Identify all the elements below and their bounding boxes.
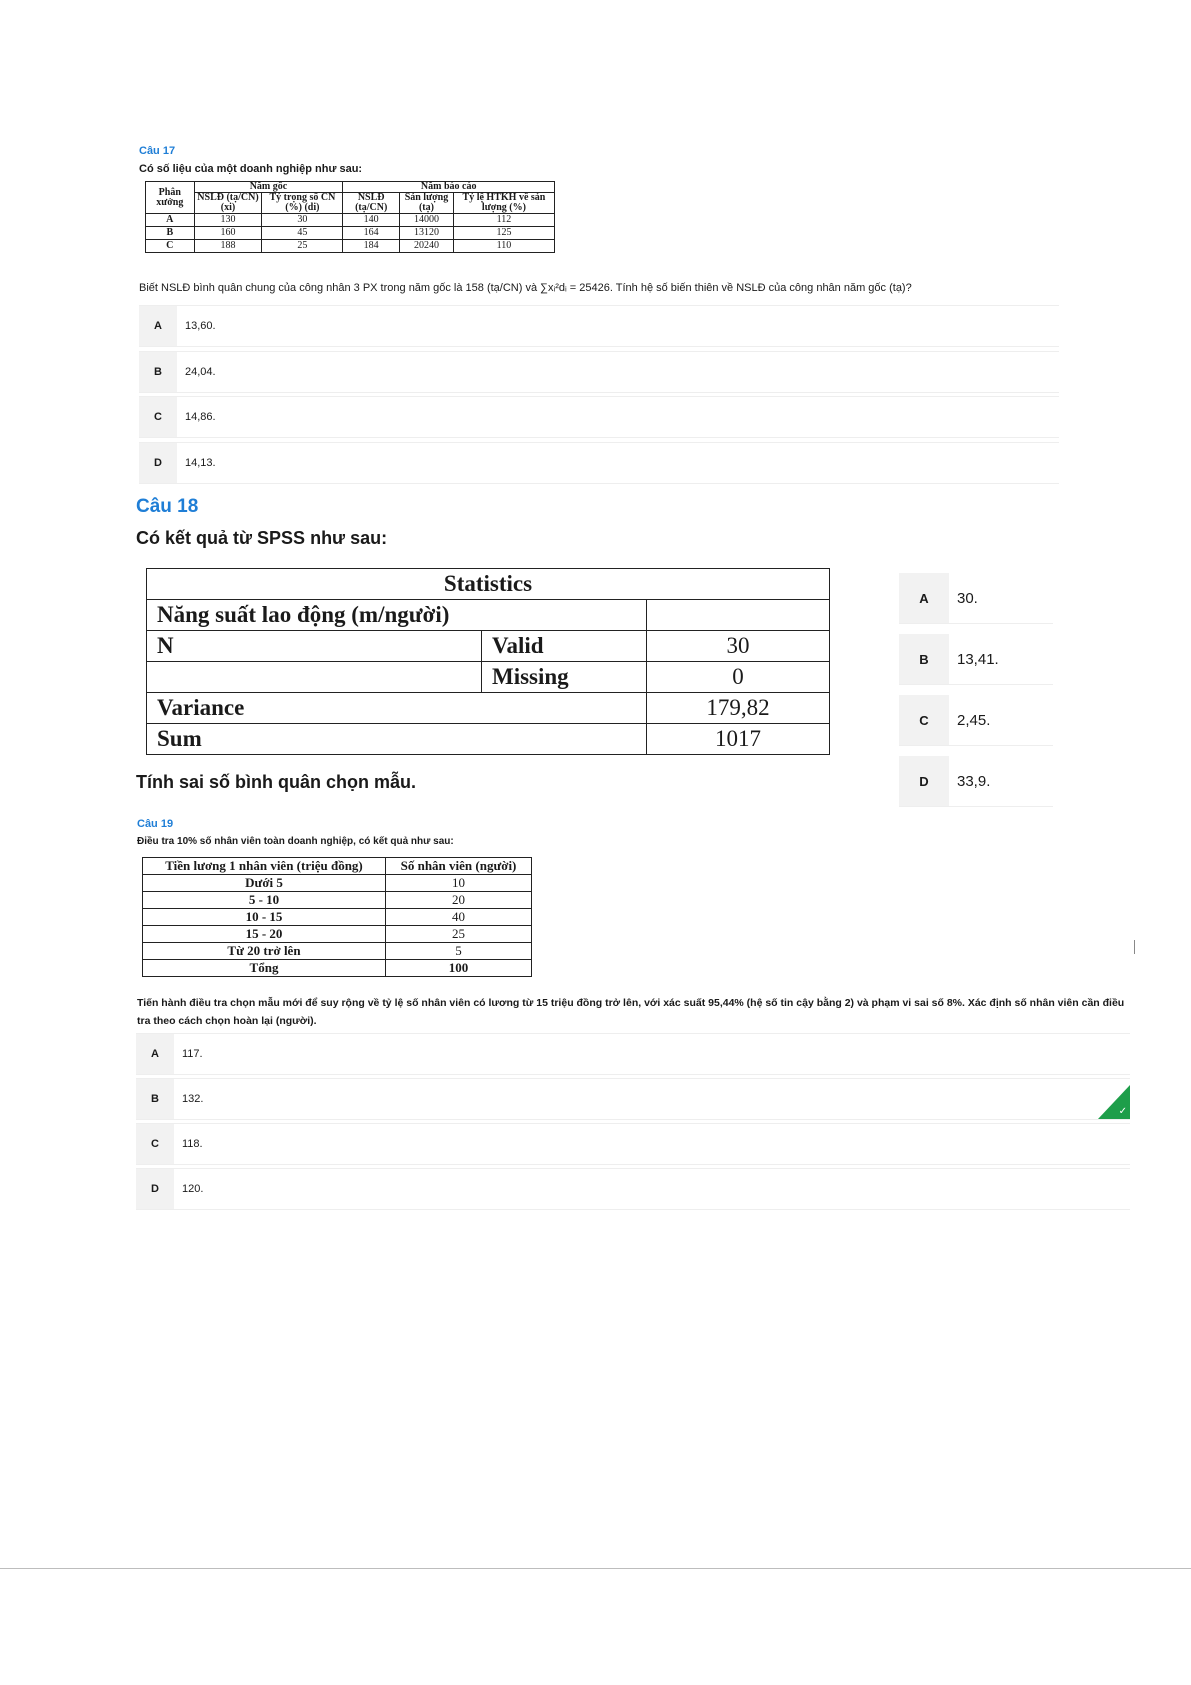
table-row: A 130 30 140 14000 112 (146, 214, 555, 227)
check-icon: ✓ (1118, 1106, 1127, 1117)
q19-question: Tiến hành điều tra chọn mẫu mới để suy rộng về tỷ lệ số nhân viên có lương từ 15 triệu đồng trở lên, với xác suất 95,44% (hệ số tin cậy bằng 2) và phạm vi sai số 8%. Xác định số nhân viên cần điều tra theo cách chọn hoàn lại (người). (137, 997, 1125, 1027)
q17-h-plan: Tỷ lệ HTKH về sản lượng (%) (453, 193, 554, 214)
table-row: B 160 45 164 13120 125 (146, 227, 555, 240)
q17-h-nsld-report: NSLĐ (tạ/CN) (343, 193, 400, 214)
spss-missing-label: Missing (482, 662, 647, 693)
option-value: 132. (182, 1093, 204, 1105)
q18-option-a[interactable] (899, 573, 1053, 624)
q18-intro: Có kết quả từ SPSS như sau: (136, 528, 388, 548)
q17-question: Biết NSLĐ bình quân chung của công nhân 3 PX trong năm gốc là 158 (tạ/CN) và ∑xᵢ²dᵢ = 25426. Tính hệ số biến thiên về NSLĐ của công nhân năm gốc (tạ)? (139, 282, 912, 294)
table-row: 10 - 15 40 (143, 909, 532, 926)
option-letter: D (136, 1169, 174, 1209)
option-value: 14,13. (185, 457, 216, 469)
q18-title: Câu 18 (136, 496, 199, 517)
option-value: 13,41. (957, 650, 999, 668)
q19-h-count: Số nhân viên (người) (386, 858, 532, 875)
table-row: C 188 25 184 20240 110 (146, 240, 555, 253)
option-value: 30. (957, 589, 978, 607)
q17-table (145, 181, 555, 253)
q17-h-year-report: Năm báo cáo (343, 182, 555, 193)
q18-question: Tính sai số bình quân chọn mẫu. (136, 772, 417, 792)
option-value: 117. (182, 1048, 203, 1060)
option-value: 14,86. (185, 411, 216, 423)
q18-spss-table (146, 568, 830, 755)
q18-option-d[interactable] (899, 756, 1053, 807)
q19-table (142, 857, 532, 977)
q19-option-a[interactable] (136, 1033, 1130, 1075)
spss-valid-label: Valid (482, 631, 647, 662)
spss-var-label: Năng suất lao động (m/người) (147, 600, 647, 631)
option-letter: A (899, 573, 949, 623)
q19-option-d[interactable] (136, 1168, 1130, 1210)
option-letter: B (139, 352, 177, 392)
table-row: Tổng 100 (143, 960, 532, 977)
spss-valid-value: 30 (647, 631, 830, 662)
option-value: 24,04. (185, 366, 216, 378)
q18-option-c[interactable] (899, 695, 1053, 746)
option-letter: D (139, 443, 177, 483)
option-value: 33,9. (957, 772, 991, 790)
q18-option-b[interactable] (899, 634, 1053, 685)
table-row: Từ 20 trở lên 5 (143, 943, 532, 960)
table-row: 15 - 20 25 (143, 926, 532, 943)
q17-h-nsld-base: NSLĐ (tạ/CN) (xi) (194, 193, 262, 214)
table-row: 5 - 10 20 (143, 892, 532, 909)
option-value: 13,60. (185, 320, 216, 332)
option-value: 118. (182, 1138, 203, 1150)
spss-variance-label: Variance (147, 693, 647, 724)
option-letter: A (139, 306, 177, 346)
page-divider (0, 1568, 1191, 1569)
q17-h-year-base: Năm gốc (194, 182, 343, 193)
spss-sum-label: Sum (147, 724, 647, 755)
q19-option-b[interactable] (136, 1078, 1130, 1120)
q17-title: Câu 17 (139, 145, 176, 157)
option-letter: C (136, 1124, 174, 1164)
q17-h-output: Sản lượng (tạ) (399, 193, 453, 214)
spss-caption: Statistics (147, 569, 830, 600)
scroll-indicator (1134, 940, 1135, 954)
q17-option-a[interactable] (139, 305, 1059, 347)
q17-intro: Có số liệu của một doanh nghiệp như sau: (139, 163, 363, 175)
option-value: 2,45. (957, 711, 991, 729)
q19-intro: Điều tra 10% số nhân viên toàn doanh nghiệp, có kết quả như sau: (137, 836, 454, 847)
q17-h-weight: Tỷ trọng số CN (%) (di) (262, 193, 343, 214)
q19-option-c[interactable] (136, 1123, 1130, 1165)
spss-variance-value: 179,82 (647, 693, 830, 724)
spss-sum-value: 1017 (647, 724, 830, 755)
q17-option-b[interactable] (139, 351, 1059, 393)
option-value: 120. (182, 1183, 204, 1195)
q17-option-c[interactable] (139, 396, 1059, 438)
option-letter: C (899, 695, 949, 745)
q19-title: Câu 19 (137, 818, 174, 830)
option-letter: D (899, 756, 949, 806)
option-letter: B (136, 1079, 174, 1119)
table-row: Dưới 5 10 (143, 875, 532, 892)
q19-h-salary: Tiền lương 1 nhân viên (triệu đồng) (143, 858, 386, 875)
option-letter: C (139, 397, 177, 437)
option-letter: B (899, 634, 949, 684)
q17-option-d[interactable] (139, 442, 1059, 484)
option-letter: A (136, 1034, 174, 1074)
q17-h-workshop: Phân xưởng (146, 182, 195, 214)
spss-missing-value: 0 (647, 662, 830, 693)
spss-n-label: N (147, 631, 482, 662)
